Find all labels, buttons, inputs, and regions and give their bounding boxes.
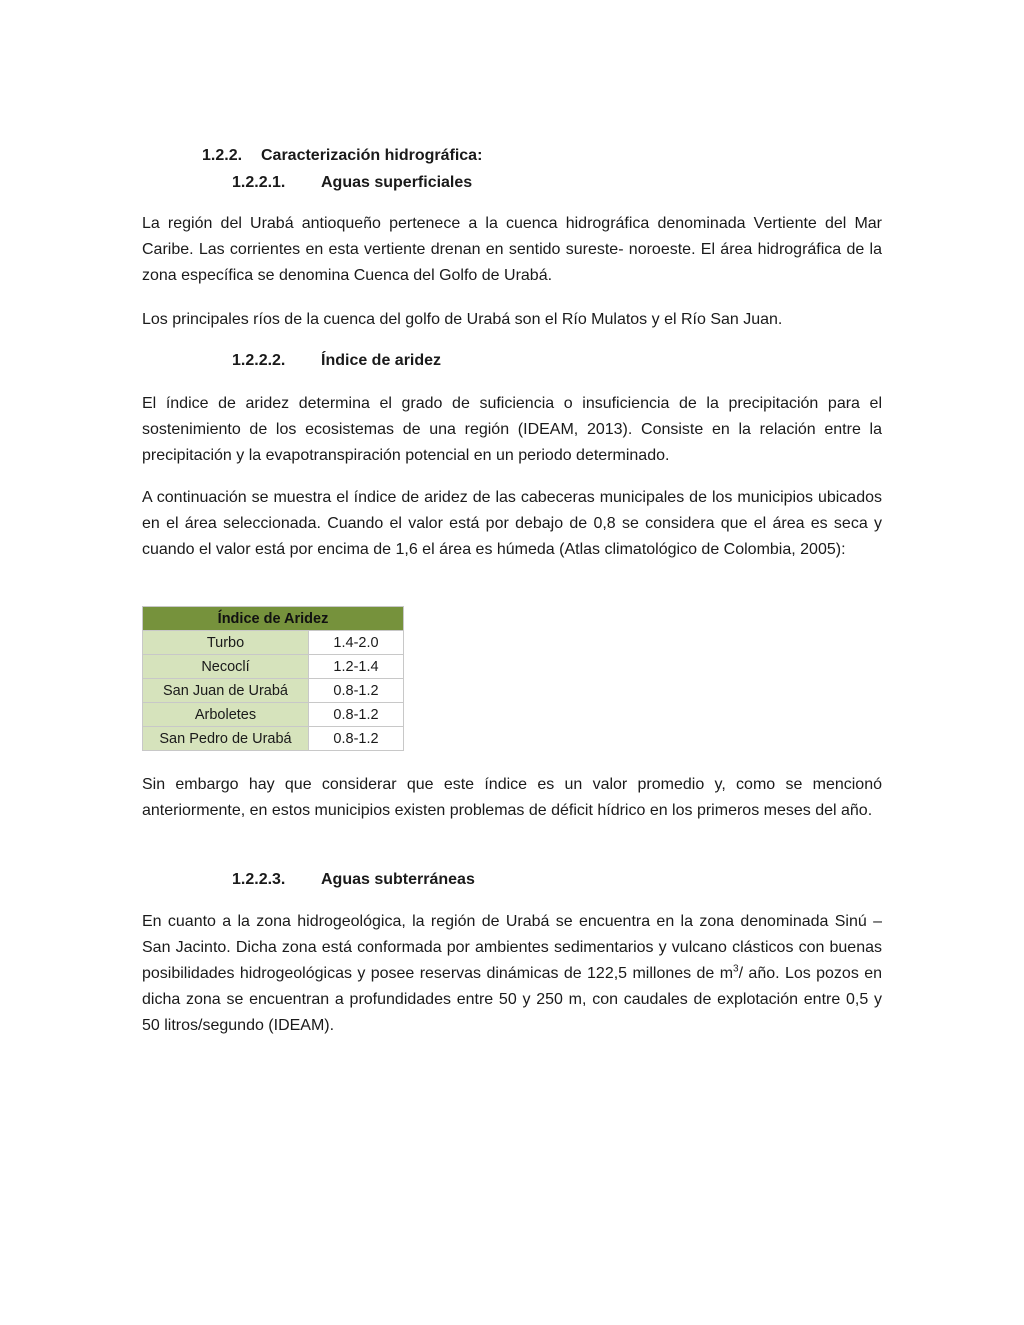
table-row [143, 679, 404, 703]
paragraph-aridity-intro: A continuación se muestra el índice de aridez de las cabeceras municipales de los municipios ubicados en el área seleccionada. Cuando el valor está por debajo de 0,8 se considera que el área es seca y cuando el valor está por encima de 1,6 el área es húmeda (Atlas climatológico de Colombia, 2005): [142, 489, 882, 558]
subsection-number: 1.2.2.2. [232, 352, 286, 369]
subsection-number: 1.2.2.1. [232, 174, 286, 191]
aridity-table [142, 606, 404, 751]
paragraph-urabá-basin: La región del Urabá antioqueño pertenece a la cuenca hidrográfica denominada Vertiente del Mar Caribe. Las corrientes en esta vertiente drenan en sentido sureste- noroeste. El área hidrográfica de la zona específica se denomina Cuenca del Golfo de Urabá. [142, 215, 882, 284]
paragraph-main-rivers: Los principales ríos de la cuenca del golfo de Urabá son el Río Mulatos y el Río San Juan. [142, 311, 783, 328]
subsection-heading-aridity [232, 351, 441, 371]
subsection-heading-groundwater [232, 870, 475, 890]
subsection-heading-surface-water [232, 173, 472, 193]
section-title: Caracterización hidrográfica: [261, 147, 483, 164]
subsection-number: 1.2.2.3. [232, 871, 286, 888]
table-row [143, 727, 404, 751]
municipio-cell: San Pedro de Urabá [143, 727, 309, 751]
table-row [143, 655, 404, 679]
municipio-cell: San Juan de Urabá [143, 679, 309, 703]
table-row [143, 631, 404, 655]
subsection-title: Índice de aridez [321, 352, 442, 369]
superscript-exponent: 3 [733, 963, 739, 975]
valor-cell: 0.8-1.2 [309, 679, 404, 703]
paragraph-aridity-definition: El índice de aridez determina el grado de suficiencia o insuficiencia de la precipitación para el sostenimiento de los ecosistemas de una región (IDEAM, 2013). Consiste en la relación entre la precipitación y la evapotranspiración potencial en un periodo determinado. [142, 395, 882, 464]
valor-cell: 0.8-1.2 [309, 727, 404, 751]
section-number: 1.2.2. [202, 147, 243, 164]
table-row [143, 703, 404, 727]
paragraph-aridity-note: Sin embargo hay que considerar que este índice es un valor promedio y, como se mencionó anteriormente, en estos municipios existen problemas de déficit hídrico en los primeros meses del año. [142, 776, 882, 819]
valor-cell: 1.2-1.4 [309, 655, 404, 679]
municipio-cell: Necoclí [143, 655, 309, 679]
paragraph-groundwater [142, 909, 882, 1039]
subsection-title: Aguas subterráneas [321, 871, 475, 888]
municipio-cell: Turbo [143, 631, 309, 655]
section-heading [202, 146, 482, 166]
groundwater-text: En cuanto a la zona hidrogeológica, la región de Urabá se encuentra en la zona denominada Sinú – San Jacinto. Dicha zona está conformada por ambientes sedimentarios y vulcano clásticos con buenas posibilidades hidrogeológicas y posee reservas dinámicas de 122,5 millones de m [142, 913, 882, 982]
valor-cell: 0.8-1.2 [309, 703, 404, 727]
table-header: Índice de Aridez [143, 607, 404, 631]
table-header-row [143, 607, 404, 631]
groundwater-text-cont: / año. Los pozos en dicha zona se encuentran a profundidades entre 50 y 250 m, con caudales de explotación entre 0,5 y 50 litros/segundo (IDEAM). [142, 965, 882, 1034]
valor-cell: 1.4-2.0 [309, 631, 404, 655]
municipio-cell: Arboletes [143, 703, 309, 727]
subsection-title: Aguas superficiales [321, 174, 473, 191]
